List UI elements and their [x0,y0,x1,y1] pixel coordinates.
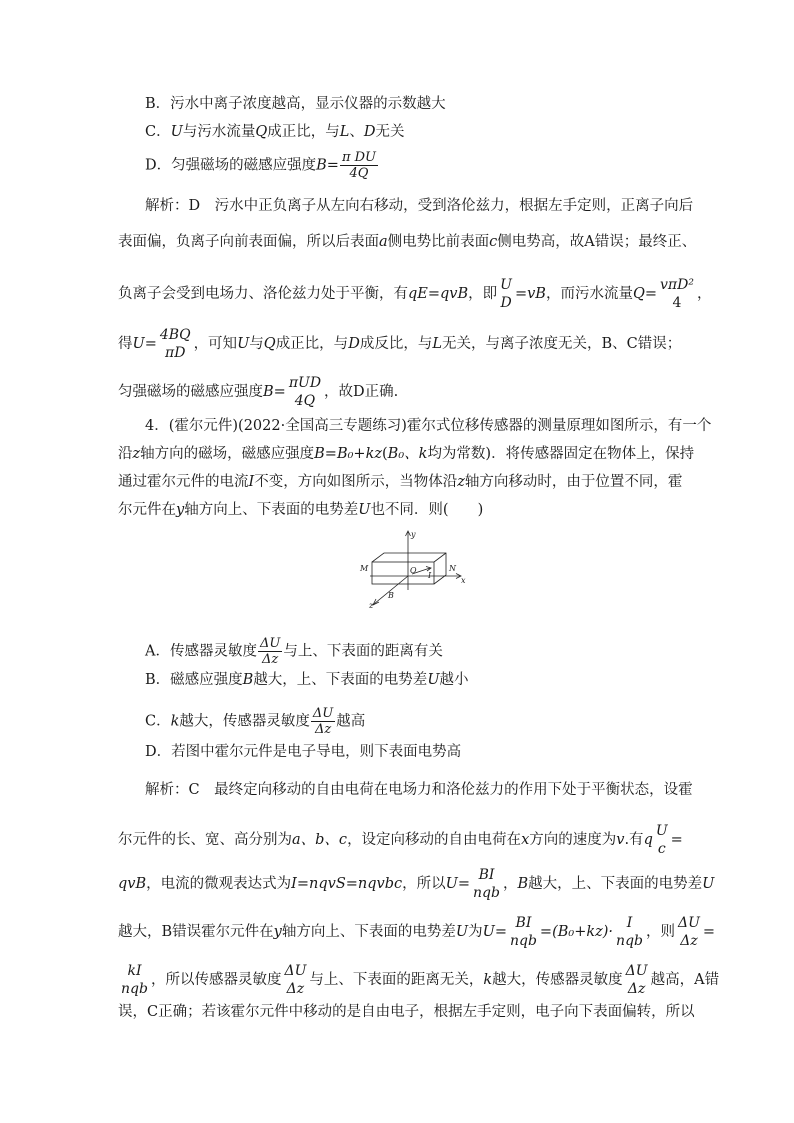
axis-z-label: z [369,601,374,610]
analysis2-line5: kI nqb ，所以传感器灵敏度 ΔU Δz 与上、下表面的距离无关，k越大，传感器灵敏度 ΔU Δz 越高，A错 [121,963,720,997]
option4-d: D．若图中霍尔元件是电子导电，则下表面电势高 [145,744,462,760]
option4-b: B．磁感应强度B越大，上、下表面的电势差U越小 [145,672,469,688]
question4-line2: 沿z轴方向的磁场，磁感应强度B=B₀+kz(B₀、k均为常数)．将传感器固定在物体上，保持 [118,446,695,462]
question4-line3: 通过霍尔元件的电流I不变，方向如图所示，当物体沿z轴方向移动时，由于位置不同，霍 [118,474,683,490]
analysis1-line5: 匀强磁场的磁感应强度B= πUD 4Q ，故D正确. [118,375,399,409]
question4-line1: 4．(霍尔元件)(2022·全国高三专题练习)霍尔式位移传感器的测量原理如图所示，有一个 [145,418,712,434]
label-i: I [428,571,432,580]
analysis1-line1: 解析：D 污水中正负离子从左向右移动，受到洛伦兹力，根据左手定则，正离子向后 [145,198,694,214]
label-m: M [360,564,369,573]
label-o: O [410,566,417,575]
analysis1-line3: 负离子会受到电场力、洛伦兹力处于平衡，有qE=qvB，即 U D =vB，而污水流量Q= vπD² 4 ， [118,277,712,311]
label-n: N [449,564,456,573]
analysis2-line1: 解析：C 最终定向移动的自由电荷在电场力和洛伦兹力的作用下处于平衡状态，设霍 [145,782,693,798]
analysis2-line3: qvB，电流的微观表达式为I=nqvS=nqvbc，所以U= BI nqb ，B越大，上、下表面的电势差U [118,867,715,901]
axis-y-label: y [411,530,416,539]
label-b: B [388,591,394,600]
option4-c: C．k越大，传感器灵敏度 $\frac{\Delta U}{\Delta z}$ 越高 [145,706,366,737]
hall-element-diagram [350,528,474,610]
option-b-prev: B．污水中离子浓度越高，显示仪器的示数越大 [145,96,446,112]
option-d-prev: D．匀强磁场的磁感应强度B= $\frac{\text{π DU}}{4Q}$ [145,150,376,181]
analysis1-line2: 表面偏，负离子向前表面偏，所以后表面a侧电势比前表面c侧电势高，故A错误；最终正、 [118,234,697,250]
analysis2-line6: 误，C正确；若该霍尔元件中移动的是自由电子，根据左手定则，电子向下表面偏转，所以 [118,1004,695,1020]
analysis1-line4: 得U= 4BQ πD ，可知U与Q成正比，与D成反比，与L无关，与离子浓度无关，B、C错误； [118,327,682,361]
axis-x-label: x [461,576,466,585]
option-c-prev: C．U与污水流量Q成正比，与L、D无关 [145,124,405,140]
option4-a: A．传感器灵敏度 $\frac{\Delta U}{\Delta z}$ 与上、下表面的距离有关 [145,636,443,667]
analysis2-line2: 尔元件的长、宽、高分别为a、b、c，设定向移动的自由电荷在x方向的速度为v.有q U c = [118,823,683,857]
analysis2-line4: 越大，B错误霍尔元件在y轴方向上、下表面的电势差U为U= BI nqb =(B₀+kz)· I nqb ，则 ΔU Δz = [118,915,716,949]
question4-line4: 尔元件在y轴方向上、下表面的电势差U也不同．则( ) [118,502,484,518]
